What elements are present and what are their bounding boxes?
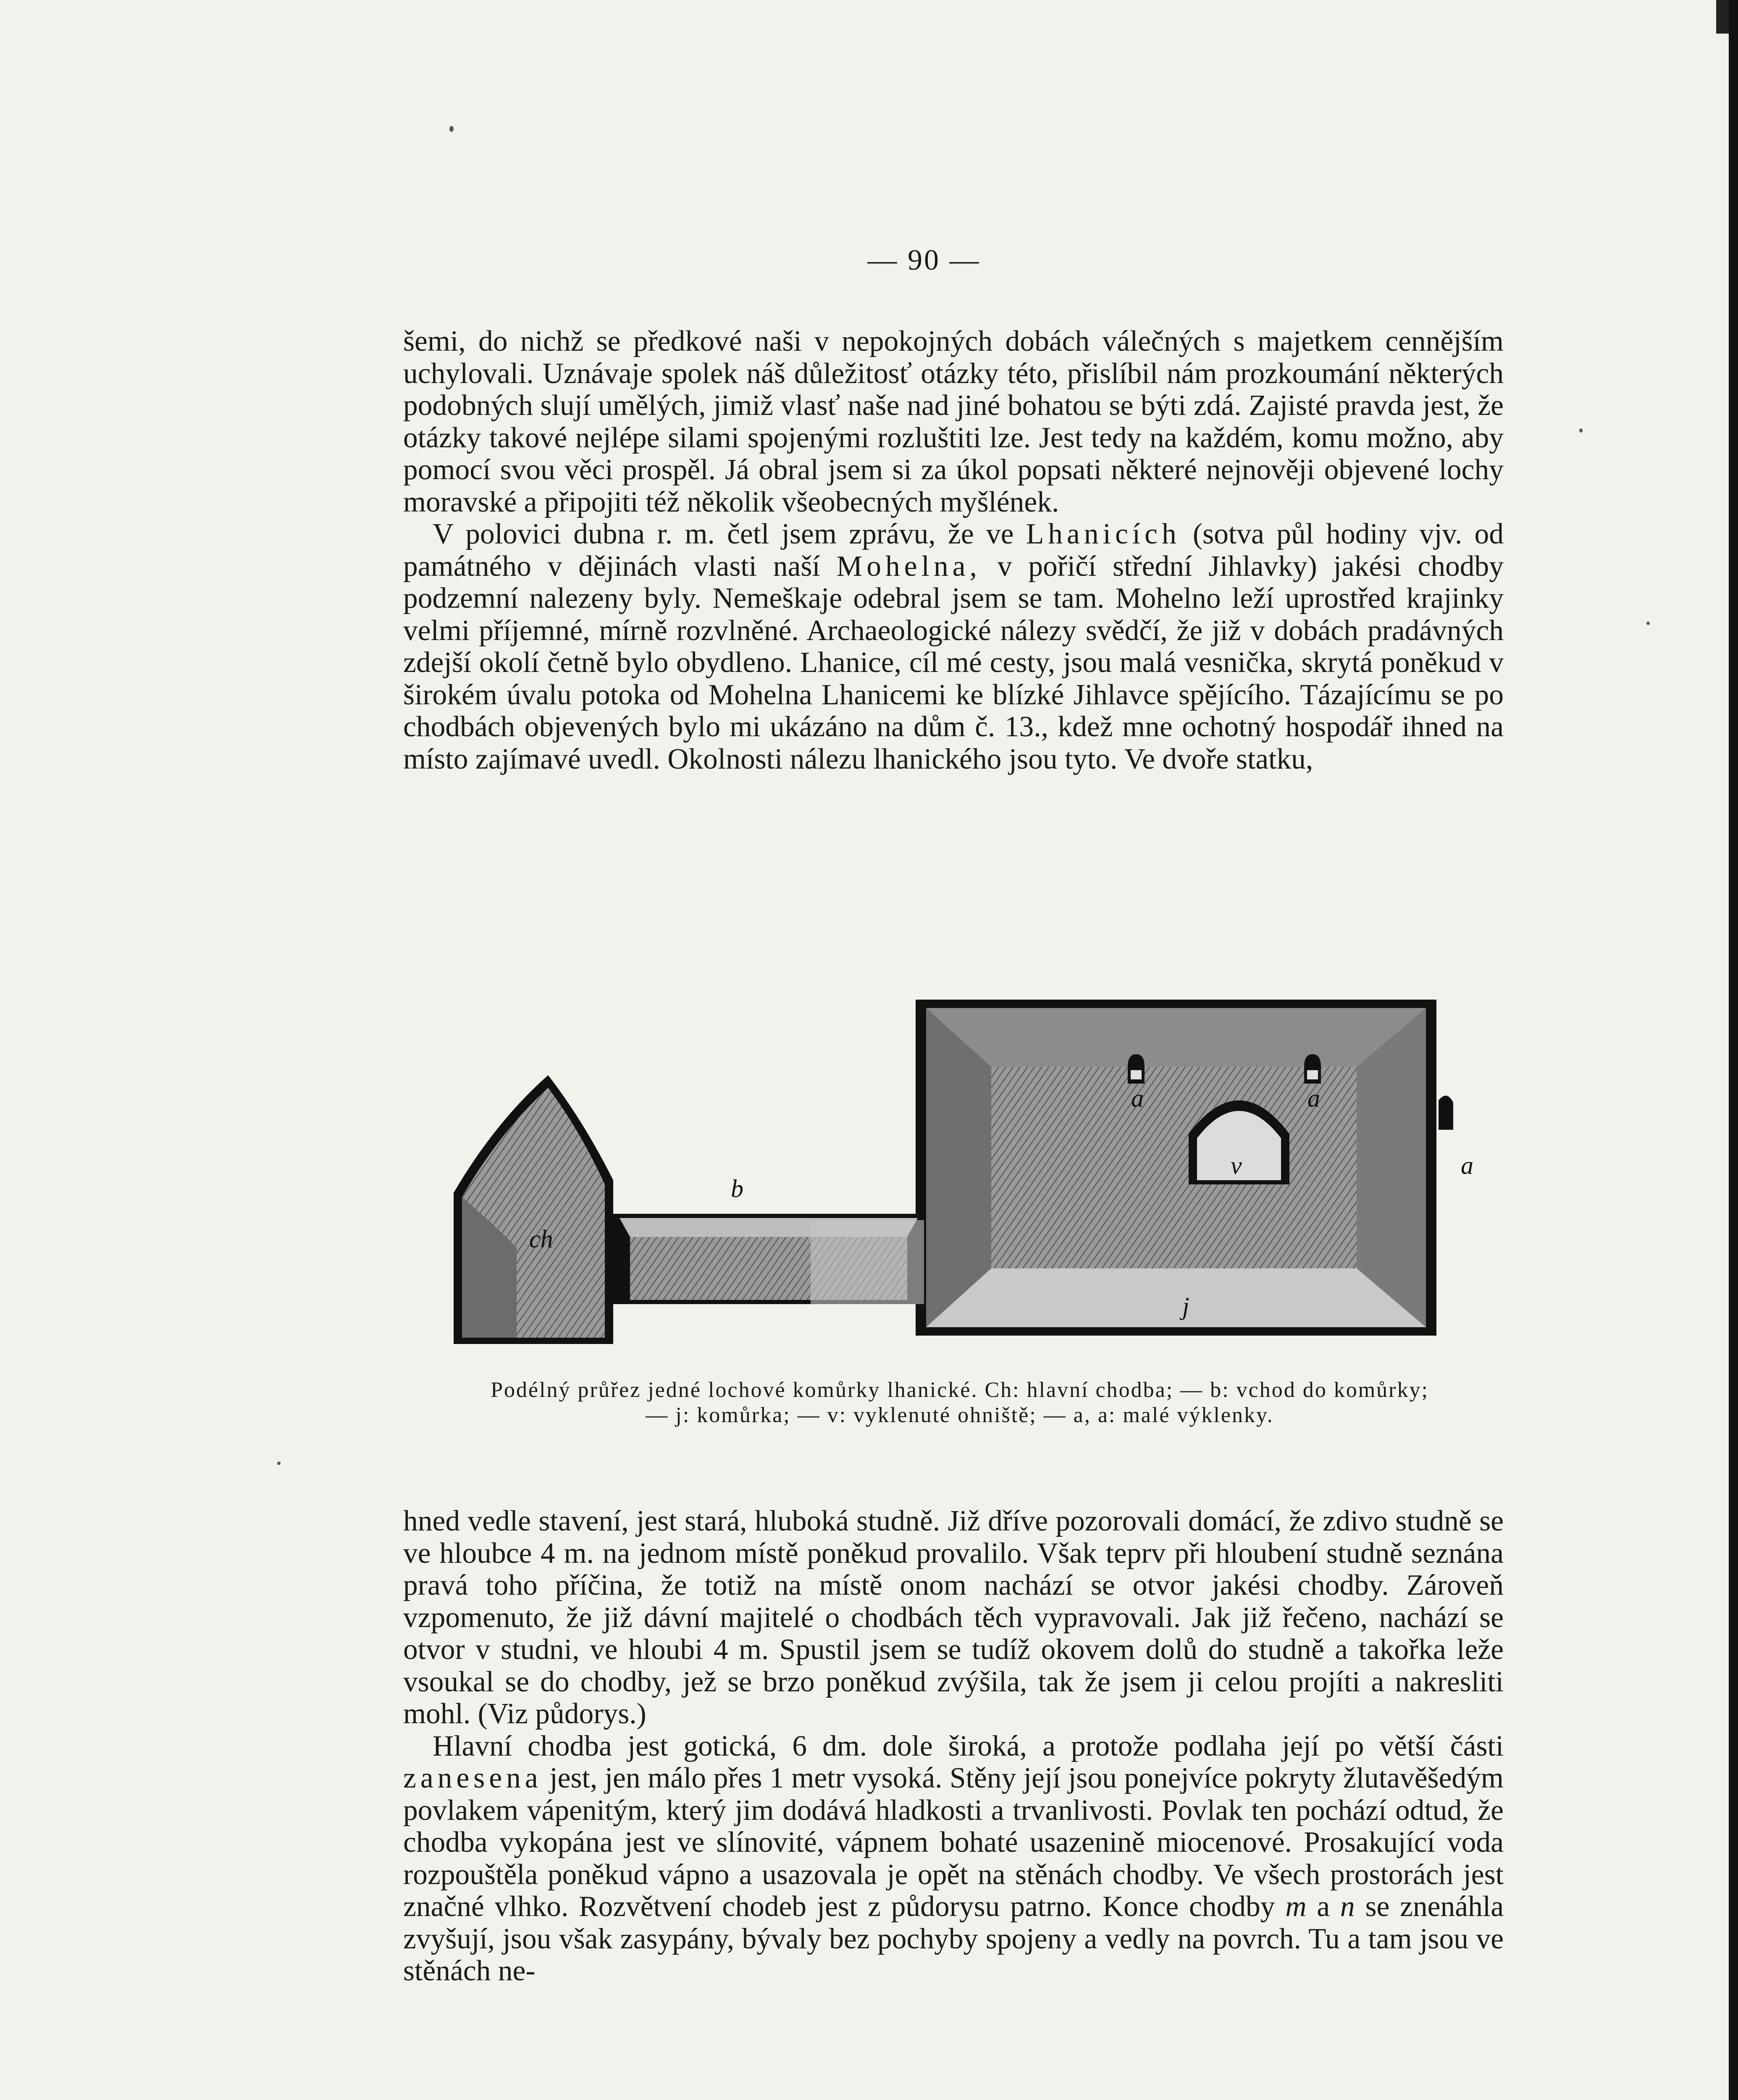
figure-label-b: b — [731, 1175, 743, 1202]
figure-label-j: j — [1182, 1292, 1189, 1320]
text-run: v pořičí střední Jihlavky) jakési chodby podzemní nalezeny byly. Nemeškaje odebral jsem se tam. Mohelno leží uprostřed krajinky velmi příjemné, mírně rozvlněné. Archaeologické nálezy svědčí, že již v dobách pradávných zdejší okolí četně bylo obydleno. Lhanice, cíl mé cesty, jsou malá vesnička, skrytá poněkud v širokém úvalu potoka od Mohelna Lhanicemi ke blízké Jihlavce spějícího. Tázajícímu se po chodbách objevených bylo mi ukázáno na dům č. 13., kdež mne ochotný hospodář ihned na místo zajímavé uvedl. Okolnosti nálezu lhanického jsou tyto. Ve dvoře statku, — [403, 550, 1504, 775]
paragraph: šemi, do nichž se předkové naši v nepokojných dobách válečných s majetkem cennějším uchylovali. Uznávaje spolek náš důležitosť otázky této, přislíbil nám prozkoumání některých podobných slují umělých, jimiž vlasť naše nad jiné bohatou se býti zdá. Zajisté pravda jest, že otázky takové nejlépe silami spojenými rozluštiti lze. Jest tedy na každém, komu možno, aby pomocí svou věci prospěl. Já obral jsem si za úkol popsati některé nejnověji objevené lochy moravské a připojiti též několik všeobecných myšlének. — [403, 325, 1504, 518]
place-name-mohelno: Mohelna, — [836, 550, 981, 583]
text-run: (sotva půl hodiny vjv. od památného v dějinách vlasti naší — [403, 518, 1504, 583]
cross-section-figure — [445, 995, 1495, 1382]
scan-speck — [277, 1462, 281, 1465]
letter-m: m — [1285, 1890, 1307, 1923]
body-text-upper — [403, 326, 1504, 775]
small-niche-a-right — [1304, 1054, 1321, 1084]
figure-label-v: v — [1231, 1152, 1242, 1179]
paragraph: hned vedle stavení, jest stará, hluboká studně. Již dříve pozorovali domácí, že zdivo studně se ve hloubce 4 m. na jednom místě poněkud provalilo. Však teprv při hloubení studně seznána pravá toho příčina, že totiž na místě onom nachází se otvor jakési chodby. Zároveň vzpomenuto, že již dávní majitelé o chodbách těch vypravovali. Jak již řečeno, nachází se otvor v studni, ve hloubi 4 m. Spustil jsem se tudíž okovem dolů do studně a takořka leže vsoukal se do chodby, jež se brzo poněkud zvýšila, tak že jsem ji celou projíti a nakresliti mohl. (Viz půdorys.) — [403, 1505, 1504, 1730]
scan-edge-right — [1729, 0, 1738, 2100]
place-name-lhanice: Lhanicích — [1026, 518, 1181, 550]
small-niche-a-left — [1128, 1054, 1145, 1084]
text-run: se znenáhla zvyšují, jsou však zasypány, bývaly bez pochyby spojeny a vedly na povrch. Tu a tam jsou ve stěnách ne- — [403, 1890, 1504, 1987]
cross-section-drawing — [445, 995, 1495, 1382]
figure-label-a-outer: a — [1461, 1152, 1473, 1179]
letter-n: n — [1340, 1890, 1355, 1923]
scan-speck — [449, 126, 454, 132]
scan-speck — [1646, 622, 1650, 625]
text-run: Hlavní chodba jest gotická, 6 dm. dole široká, a protože podlaha její po větší části — [433, 1730, 1504, 1762]
figure-caption: Podélný průřez jedné lochové komůrky lhanické. Ch: hlavní chodba; — b: vchod do komůrky; — j: komůrka; — v: vyklenuté ohniště; — a, a: malé výklenky. — [491, 1378, 1429, 1427]
text-run: V polovici dubna r. m. četl jsem zprávu, že ve — [433, 518, 1014, 550]
paragraph — [403, 1730, 1504, 1987]
text-run: a — [1317, 1890, 1330, 1923]
paragraph — [403, 518, 1504, 775]
body-text-lower — [403, 1505, 1504, 1987]
figure-label-a-right: a — [1307, 1084, 1320, 1112]
scan-speck — [1579, 428, 1583, 433]
page-number: — 90 — — [867, 244, 981, 276]
figure-label-ch: ch — [529, 1225, 553, 1253]
emphasis-zanesena: zanesena — [403, 1762, 542, 1794]
room-wall — [916, 1000, 1436, 1336]
text-run: jest, jen málo přes 1 metr vysoká. Stěny její jsou ponejvíce pokryty žlutavěšedým povlakem vápenitým, který jim dodává hladkosti a trvanlivosti. Povlak ten pochází odtud, že chodba vykopána jest ve slínovité, vápnem bohaté usazenině miocenové. Prosakující voda rozpouštěla poněkud vápno a usazovala je opět na stěnách chodby. Ve všech prostorách jest značné vlhko. Rozvětvení chodeb jest z půdorysu patrno. Konce chodby — [403, 1762, 1504, 1923]
scan-edge-corner — [1716, 0, 1729, 34]
figure-label-a-left: a — [1131, 1084, 1144, 1112]
main-corridor-ch — [454, 1075, 613, 1344]
passage-b — [613, 1214, 924, 1304]
small-niche-a-outer — [1439, 1096, 1453, 1130]
